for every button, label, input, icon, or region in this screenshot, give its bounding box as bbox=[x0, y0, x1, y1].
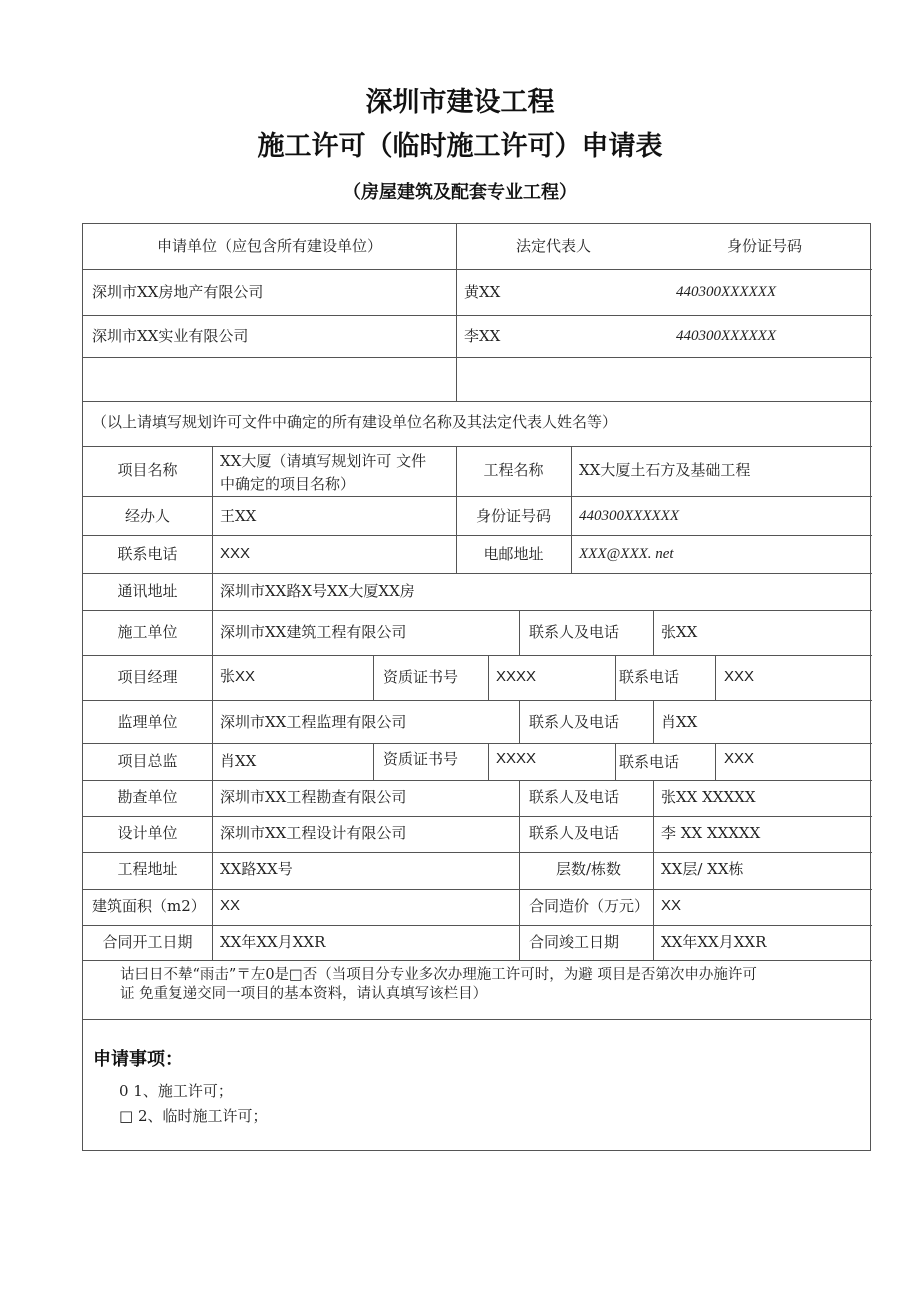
start-date-label: 合同开工日期 bbox=[102, 933, 193, 951]
application-items-heading: 申请事项： bbox=[93, 1049, 183, 1070]
site-address-label: 工程地址 bbox=[117, 860, 178, 878]
design-unit-label: 设计单位 bbox=[117, 824, 178, 842]
project-name-value: XX大厦（请填写规划许可 文件 bbox=[220, 452, 427, 470]
chief-supervisor-value: 肖XX bbox=[220, 752, 257, 770]
building-area-label: 建筑面积（m2） bbox=[92, 897, 206, 915]
pm-cert-label: 资质证书号 bbox=[383, 668, 459, 686]
form-title: 深圳市建设工程 bbox=[365, 87, 555, 118]
site-address-value: XX路XX号 bbox=[220, 860, 293, 878]
applicant-id-2: 440300XXXXXX bbox=[676, 328, 776, 344]
applicant-id-1: 440300XXXXXX bbox=[676, 284, 776, 300]
start-date-value: XX年XX月XXR bbox=[220, 933, 326, 951]
header-legal-rep: 法定代表人 bbox=[516, 237, 592, 255]
applicant-unit-1: 深圳市XX房地产有限公司 bbox=[92, 283, 264, 301]
survey-unit-label: 勘查单位 bbox=[117, 788, 178, 806]
handler-id-value: 440300XXXXXX bbox=[579, 508, 679, 524]
supervision-unit-value: 深圳市XX工程监理有限公司 bbox=[220, 713, 407, 731]
applicant-rep-1: 黄XX bbox=[464, 283, 501, 301]
email-value: XXX@XXX. net bbox=[579, 546, 674, 562]
applicant-unit-2: 深圳市XX实业有限公司 bbox=[92, 327, 249, 345]
option-temporary-permit[interactable]: □ 2、临时施工许可； bbox=[119, 1107, 268, 1125]
header-applicant-unit: 申请单位（应包含所有建设单位） bbox=[156, 237, 382, 255]
project-manager-value: 张XX bbox=[220, 668, 256, 685]
construction-contact-label: 联系人及电话 bbox=[529, 623, 620, 641]
supervisor-cert-label: 资质证书号 bbox=[383, 750, 459, 768]
construction-unit-value: 深圳市XX建筑工程有限公司 bbox=[220, 623, 407, 641]
contract-price-value: XX bbox=[661, 897, 682, 914]
project-manager-label: 项目经理 bbox=[117, 668, 178, 686]
supervision-contact-label: 联系人及电话 bbox=[529, 713, 620, 731]
supervision-contact-value: 肖XX bbox=[661, 713, 698, 731]
floors-value: XX层/ XX栋 bbox=[661, 860, 744, 878]
handler-label: 经办人 bbox=[124, 507, 170, 525]
mailing-address-value: 深圳市XX路X号XX大厦XX房 bbox=[220, 582, 415, 600]
floors-label: 层数/栋数 bbox=[556, 860, 622, 878]
design-contact-label: 联系人及电话 bbox=[529, 824, 620, 842]
applicants-note: （以上请填写规划许可文件中确定的所有建设单位名称及其法定代表人姓名等） bbox=[92, 413, 618, 431]
email-label: 电邮地址 bbox=[483, 545, 544, 563]
first-application-question-cont: 证 免重复递交同一项目的基本资料，请认真填写该栏目） bbox=[120, 986, 488, 1002]
survey-contact-value: 张XX XXXXX bbox=[661, 788, 756, 806]
supervision-unit-label: 监理单位 bbox=[117, 713, 178, 731]
pm-phone-label: 联系电话 bbox=[619, 668, 680, 686]
header-id-number: 身份证号码 bbox=[727, 237, 803, 255]
application-form-table bbox=[82, 223, 871, 1151]
construction-contact-value: 张XX bbox=[661, 623, 698, 641]
phone-value: XXX bbox=[220, 545, 251, 562]
design-unit-value: 深圳市XX工程设计有限公司 bbox=[220, 824, 407, 842]
design-contact-value: 李 XX XXXXX bbox=[661, 824, 761, 842]
engineering-name-value: XX大厦土石方及基础工程 bbox=[579, 461, 751, 479]
chief-supervisor-label: 项目总监 bbox=[117, 752, 178, 770]
mailing-address-label: 通讯地址 bbox=[117, 582, 178, 600]
phone-label: 联系电话 bbox=[117, 545, 178, 563]
form-title-line2: 施工许可（临时施工许可）申请表 bbox=[257, 131, 663, 162]
supervisor-phone-label: 联系电话 bbox=[619, 753, 680, 771]
supervisor-cert-value: XXXX bbox=[496, 750, 537, 767]
first-application-question: 诂曰日不辇“雨击”〒左0是□否（当项目分专业多次办理施工许可时，为避 项目是否第次申办施许可 bbox=[120, 967, 757, 983]
construction-unit-label: 施工单位 bbox=[117, 623, 178, 641]
survey-contact-label: 联系人及电话 bbox=[529, 788, 620, 806]
pm-cert-value: XXXX bbox=[496, 668, 537, 685]
supervisor-phone-value: XXX bbox=[724, 750, 755, 767]
pm-phone-value: XXX bbox=[724, 668, 755, 685]
survey-unit-value: 深圳市XX工程勘查有限公司 bbox=[220, 788, 407, 806]
project-name-value-cont: 中确定的项目名称） bbox=[220, 475, 356, 493]
handler-value: 王XX bbox=[220, 507, 257, 525]
option-construction-permit[interactable]: 0 1、施工许可； bbox=[119, 1082, 233, 1100]
building-area-value: XX bbox=[220, 897, 241, 914]
form-subtitle: （房屋建筑及配套专业工程） bbox=[343, 182, 577, 203]
applicant-rep-2: 李XX bbox=[464, 327, 501, 345]
engineering-name-label: 工程名称 bbox=[483, 461, 544, 479]
end-date-value: XX年XX月XXR bbox=[661, 933, 767, 951]
project-name-label: 项目名称 bbox=[117, 461, 178, 479]
contract-price-label: 合同造价（万元） bbox=[529, 897, 650, 915]
end-date-label: 合同竣工日期 bbox=[529, 933, 620, 951]
handler-id-label: 身份证号码 bbox=[475, 507, 551, 525]
